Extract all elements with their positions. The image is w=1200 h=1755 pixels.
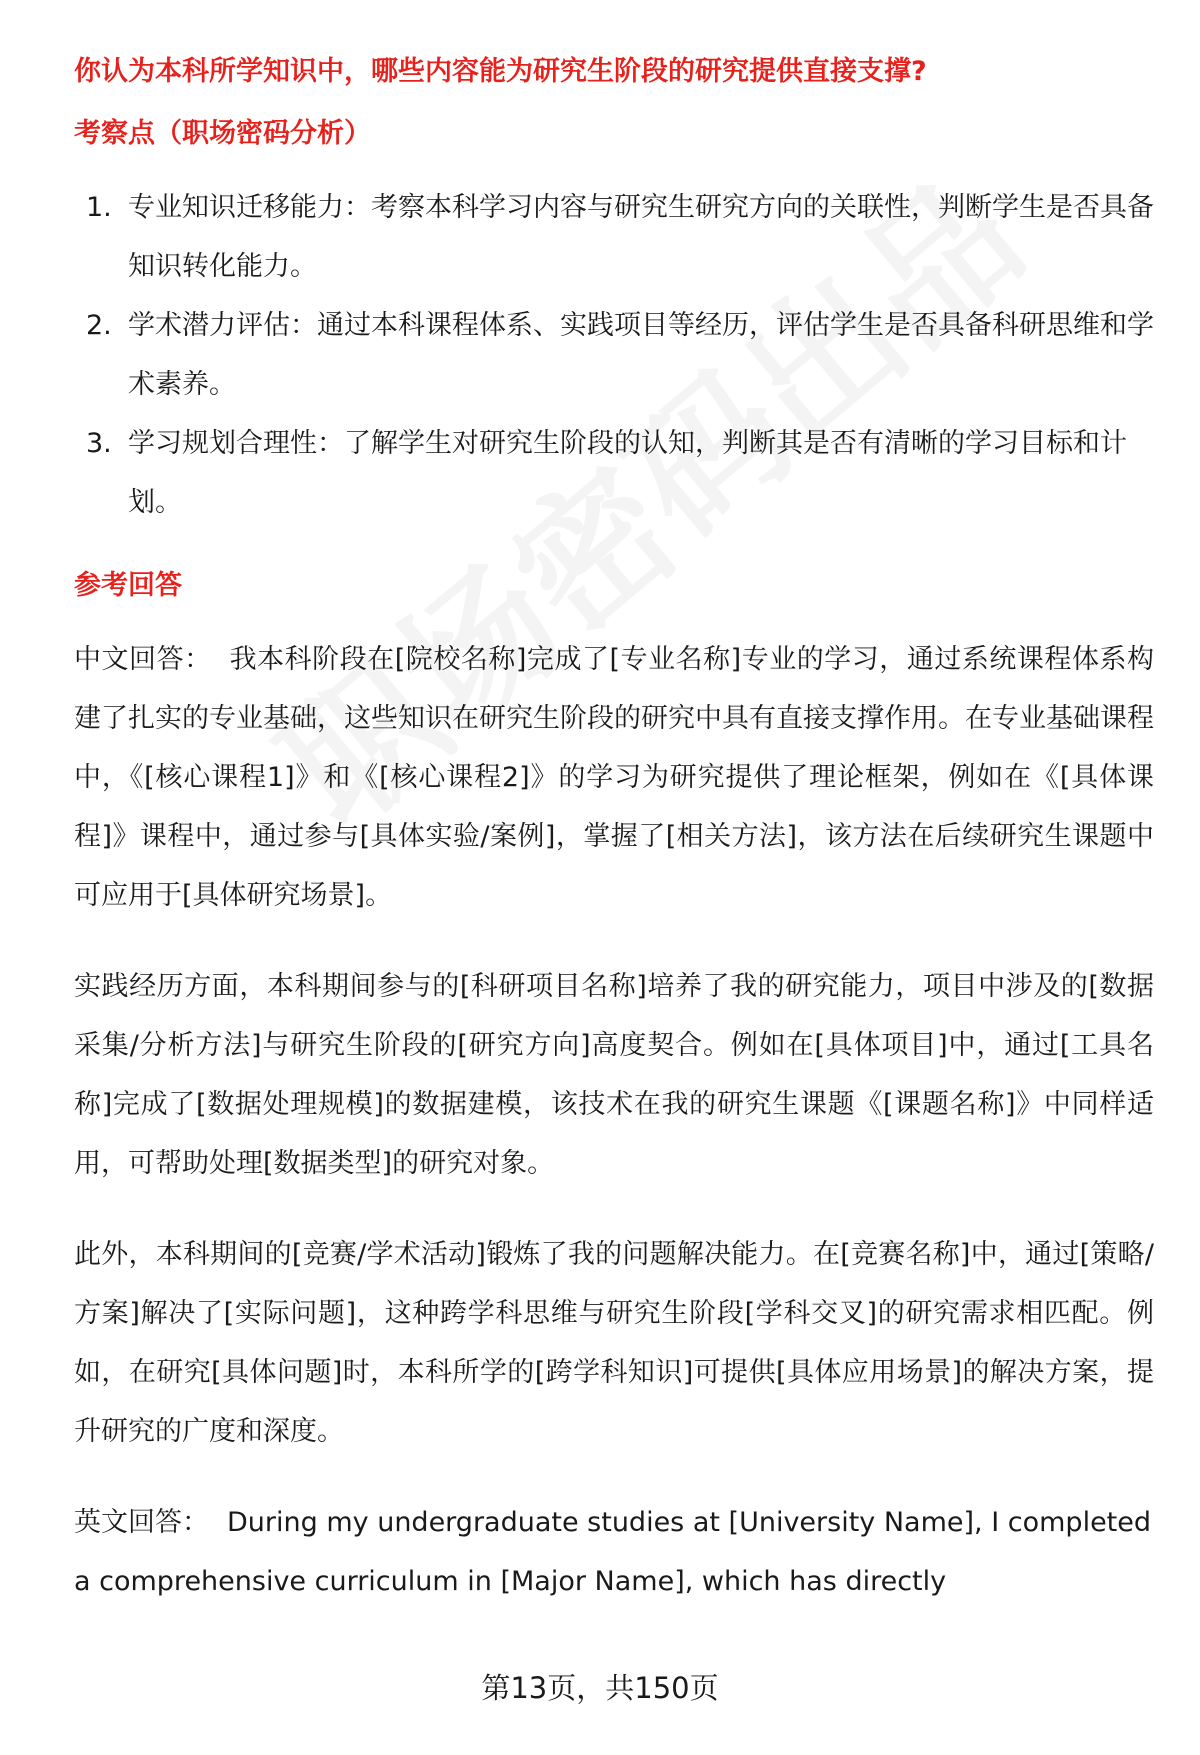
answer-paragraph: 此外，本科期间的[竞赛/学术活动]锻炼了我的问题解决能力。在[竞赛名称]中，通过[策略/方案]解决了[实际问题]，这种跨学科思维与研究生阶段[学科交叉]的研究需求相匹配。例如，在研究[具体问题]时，本科所学的[跨学科知识]可提供[具体应用场景]的解决方案，提升研究的广度和深度。	[74, 1239, 1154, 1447]
english-answer-text: During my undergraduate studies at [University Name], I completed a comprehensive curriculum in [Major Name], which has directly	[74, 1507, 1152, 1597]
chinese-answer-label: 中文回答：	[74, 644, 212, 675]
list-item	[74, 178, 1154, 296]
chinese-answer-paragraph	[74, 630, 1154, 925]
focus-points-list	[74, 178, 1154, 532]
list-item-number: 1.	[86, 192, 112, 223]
list-item	[74, 296, 1154, 414]
question-heading: 你认为本科所学知识中，哪些内容能为研究生阶段的研究提供直接支撑?	[74, 56, 927, 87]
list-item-text: 学习规划合理性：了解学生对研究生阶段的认知，判断其是否有清晰的学习目标和计划。	[128, 428, 1127, 518]
list-item-number: 2.	[86, 310, 112, 341]
list-item-text: 学术潜力评估：通过本科课程体系、实践项目等经历，评估学生是否具备科研思维和学术素养。	[128, 310, 1154, 400]
page-number-footer: 第13页，共150页	[481, 1671, 719, 1705]
english-answer-label: 英文回答：	[74, 1507, 209, 1538]
answer-paragraph: 实践经历方面，本科期间参与的[科研项目名称]培养了我的研究能力，项目中涉及的[数据采集/分析方法]与研究生阶段的[研究方向]高度契合。例如在[具体项目]中，通过[工具名称]完成了[数据处理规模]的数据建模，该技术在我的研究生课题《[课题名称]》中同样适用，可帮助处理[数据类型]的研究对象。	[74, 971, 1154, 1179]
paragraph-text: 我本科阶段在[院校名称]完成了[专业名称]专业的学习，通过系统课程体系构建了扎实的专业基础，这些知识在研究生阶段的研究中具有直接支撑作用。在专业基础课程中，《[核心课程1]》和《[核心课程2]》的学习为研究提供了理论框架，例如在《[具体课程]》课程中，通过参与[具体实验/案例]，掌握了[相关方法]，该方法在后续研究生课题中可应用于[具体研究场景]。	[74, 644, 1154, 911]
english-answer-paragraph	[74, 1493, 1154, 1611]
list-item	[74, 414, 1154, 532]
focus-heading: 考察点（职场密码分析）	[74, 118, 371, 149]
list-item-text: 专业知识迁移能力：考察本科学习内容与研究生研究方向的关联性，判断学生是否具备知识转化能力。	[128, 192, 1154, 282]
answer-heading: 参考回答	[74, 570, 182, 601]
list-item-number: 3.	[86, 428, 112, 459]
document-content	[74, 52, 1154, 1643]
